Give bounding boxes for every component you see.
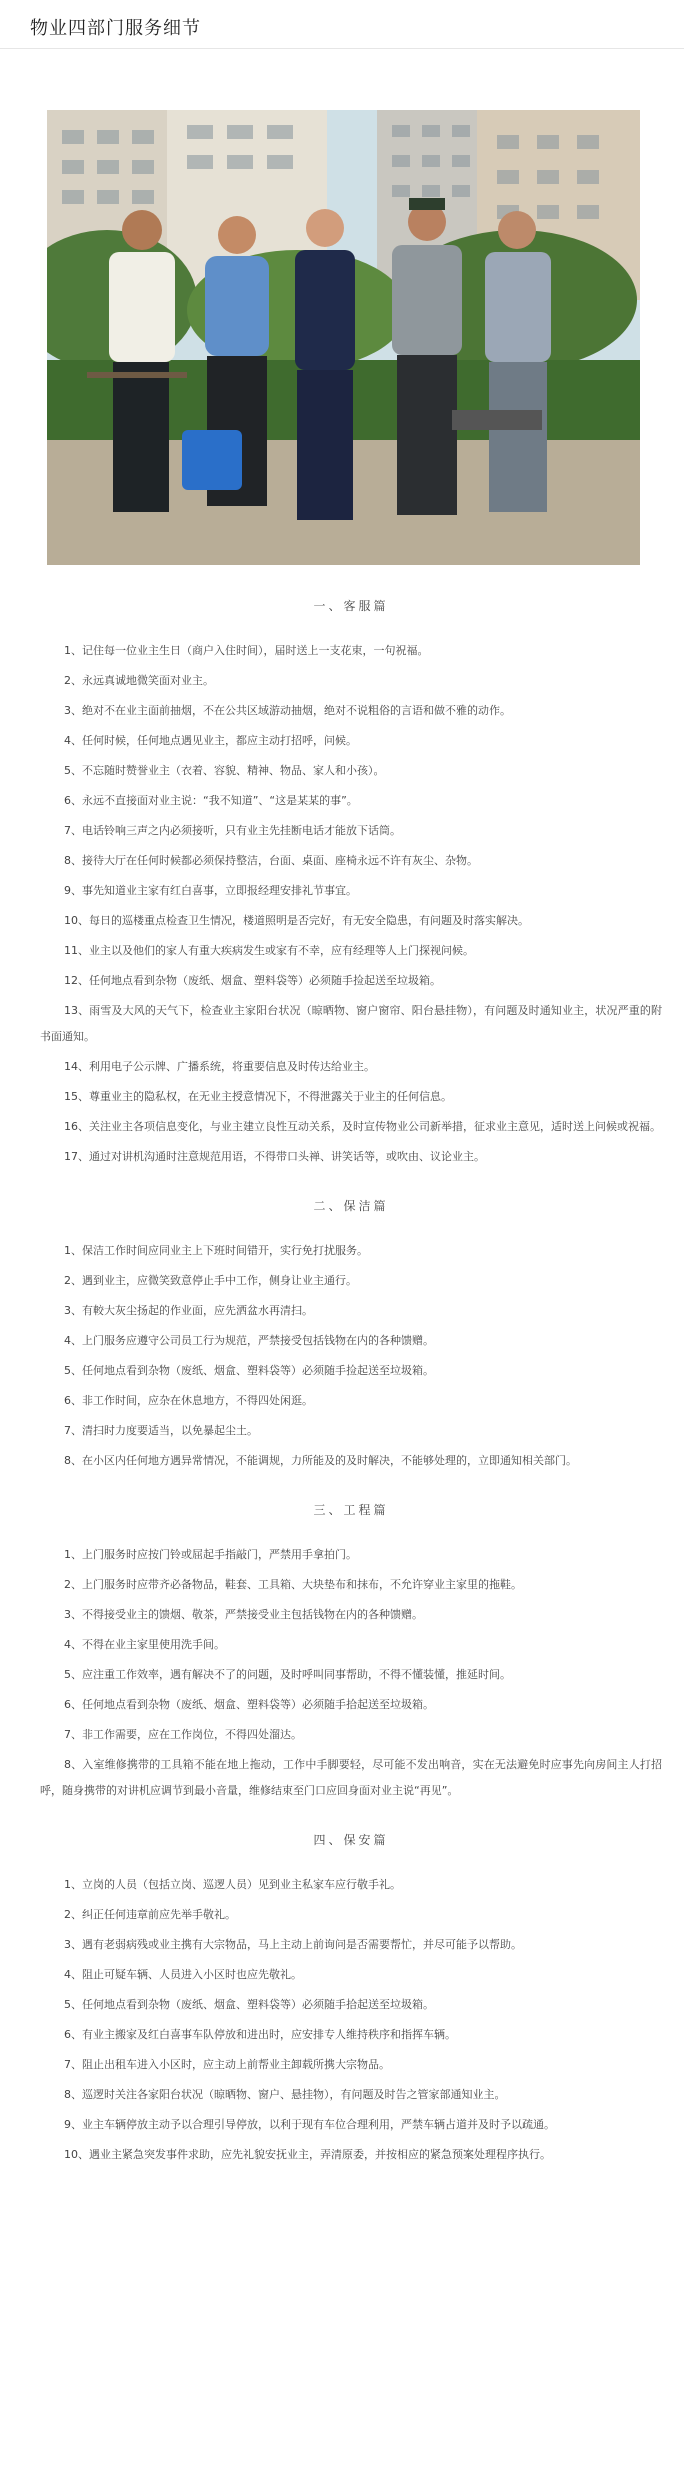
list-item: 8、巡逻时关注各家阳台状况（晾晒物、窗户、悬挂物），有问题及时告之管家部通知业主。 <box>64 2088 506 2101</box>
list-item: 5、应注重工作效率，遇有解决不了的问题，及时呼叫同事帮助，不得不懂装懂，推延时间。 <box>64 1668 511 1681</box>
list-item: 16、关注业主各项信息变化，与业主建立良性互动关系，及时宣传物业公司新举措，征求业主意见，适时送上问候或祝福。 <box>64 1120 661 1133</box>
section-customer-service <box>40 596 662 1170</box>
list-item: 3、绝对不在业主面前抽烟，不在公共区域游动抽烟，绝对不说粗俗的言语和做不雅的动作。 <box>64 704 511 717</box>
list-item: 4、阻止可疑车辆、人员进入小区时也应先敬礼。 <box>64 1968 302 1981</box>
list-item: 2、上门服务时应带齐必备物品，鞋套、工具箱、大块垫布和抹布，不允许穿业主家里的拖鞋。 <box>64 1578 522 1591</box>
list-item: 3、有較大灰尘扬起的作业面，应先洒盆水再清扫。 <box>64 1304 313 1317</box>
staff-group-photo <box>47 110 640 565</box>
section-title: 二、保洁篇 <box>313 1199 389 1213</box>
list-item: 7、阻止出租车进入小区时，应主动上前帮业主卸载所携大宗物品。 <box>64 2058 390 2071</box>
list-item: 12、任何地点看到杂物（废纸、烟盒、塑料袋等）必须随手捡起送至垃圾箱。 <box>64 974 441 987</box>
list-item: 4、上门服务应遵守公司员工行为规范，严禁接受包括钱物在内的各种馈赠。 <box>64 1334 434 1347</box>
list-item: 7、清扫时力度要适当，以免暴起尘土。 <box>64 1424 258 1437</box>
list-item: 1、记住每一位业主生日（商户入住时间），届时送上一支花束，一句祝福。 <box>64 644 429 657</box>
list-item: 8、入室维修携带的工具箱不能在地上拖动，工作中手脚要轻，尽可能不发出响音，实在无法避免时应事先向房间主人打招呼，随身携带的对讲机应调节到最小音量，维修结束至门口应回身面对业主说“再见”。 <box>40 1758 662 1797</box>
list-item: 7、非工作需要，应在工作岗位，不得四处溜达。 <box>64 1728 302 1741</box>
list-item: 7、电话铃响三声之内必须接听，只有业主先挂断电话才能放下话筒。 <box>64 824 401 837</box>
list-item: 6、任何地点看到杂物（废纸、烟盒、塑料袋等）必须随手拾起送至垃圾箱。 <box>64 1698 434 1711</box>
title-divider <box>0 48 684 49</box>
list-item: 2、永远真诚地微笑面对业主。 <box>64 674 214 687</box>
section-title: 三、工程篇 <box>313 1503 389 1517</box>
list-item: 14、利用电子公示牌、广播系统，将重要信息及时传达给业主。 <box>64 1060 375 1073</box>
list-item: 2、遇到业主，应微笑致意停止手中工作，侧身让业主通行。 <box>64 1274 357 1287</box>
section-security <box>40 1830 662 2168</box>
list-item: 5、任何地点看到杂物（废纸、烟盒、塑料袋等）必须随手拾起送至垃圾箱。 <box>64 1998 434 2011</box>
list-item: 6、永远不直接面对业主说：“我不知道”、“这是某某的事”。 <box>64 794 358 807</box>
list-item: 17、通过对讲机沟通时注意规范用语，不得带口头禅、讲笑话等，或吹由、议论业主。 <box>64 1150 485 1163</box>
article-body <box>40 596 662 2172</box>
list-item: 2、纠正任何违章前应先举手敬礼。 <box>64 1908 236 1921</box>
section-title: 四、保安篇 <box>313 1833 389 1847</box>
list-item: 9、事先知道业主家有红白喜事，立即报经理安排礼节事宜。 <box>64 884 357 897</box>
list-item: 9、业主车辆停放主动予以合理引导停放，以利于现有车位合理利用，严禁车辆占道并及时予以疏通。 <box>64 2118 555 2131</box>
list-item: 10、每日的巡楼重点检查卫生情况，楼道照明是否完好，有无安全隐患，有问题及时落实解决。 <box>64 914 529 927</box>
list-item: 11、业主以及他们的家人有重大疾病发生或家有不幸，应有经理等人上门探视问候。 <box>64 944 474 957</box>
section-cleaning <box>40 1196 662 1474</box>
list-item: 5、不忘随时赞誉业主（衣着、容貌、精神、物品、家人和小孩）。 <box>64 764 385 777</box>
photo-illustration <box>47 110 640 565</box>
list-item: 1、立岗的人员（包括立岗、巡逻人员）见到业主私家车应行敬手礼。 <box>64 1878 401 1891</box>
list-item: 8、在小区内任何地方遇异常情况，不能调规，力所能及的及时解决，不能够处理的，立即通知相关部门。 <box>64 1454 577 1467</box>
list-item: 1、保洁工作时间应同业主上下班时间错开，实行免打扰服务。 <box>64 1244 368 1257</box>
list-item: 13、雨雪及大风的天气下，检查业主家阳台状况（晾晒物、窗户窗帘、阳台悬挂物），有问题及时通知业主，状况严重的附书面通知。 <box>40 1004 662 1043</box>
list-item: 15、尊重业主的隐私权，在无业主授意情况下，不得泄露关于业主的任何信息。 <box>64 1090 452 1103</box>
list-item: 10、遇业主紧急突发事件求助，应先礼貌安抚业主，弄清原委，并按相应的紧急预案处理程序执行。 <box>64 2148 551 2161</box>
list-item: 6、有业主搬家及红白喜事车队停放和进出时，应安排专人维持秩序和指挥车辆。 <box>64 2028 456 2041</box>
list-item: 4、不得在业主家里使用洗手间。 <box>64 1638 225 1651</box>
list-item: 6、非工作时间，应杂在休息地方，不得四处闲逛。 <box>64 1394 313 1407</box>
list-item: 8、接待大厅在任何时候都必须保持整洁，台面、桌面、座椅永远不许有灰尘、杂物。 <box>64 854 478 867</box>
list-item: 1、上门服务时应按门铃或屈起手指敲门，严禁用手拿拍门。 <box>64 1548 357 1561</box>
page-title: 物业四部门服务细节 <box>30 18 201 39</box>
section-engineering <box>40 1500 662 1804</box>
list-item: 4、任何时候，任何地点遇见业主，都应主动打招呼，问候。 <box>64 734 357 747</box>
list-item: 3、遇有老弱病残或业主携有大宗物品，马上主动上前询问是否需要帮忙，并尽可能予以帮助。 <box>64 1938 522 1951</box>
list-item: 3、不得接受业主的馈烟、敬茶，严禁接受业主包括钱物在内的各种馈赠。 <box>64 1608 423 1621</box>
list-item: 5、任何地点看到杂物（废纸、烟盒、塑料袋等）必须随手捡起送至垃圾箱。 <box>64 1364 434 1377</box>
section-title: 一、客服篇 <box>313 599 389 613</box>
